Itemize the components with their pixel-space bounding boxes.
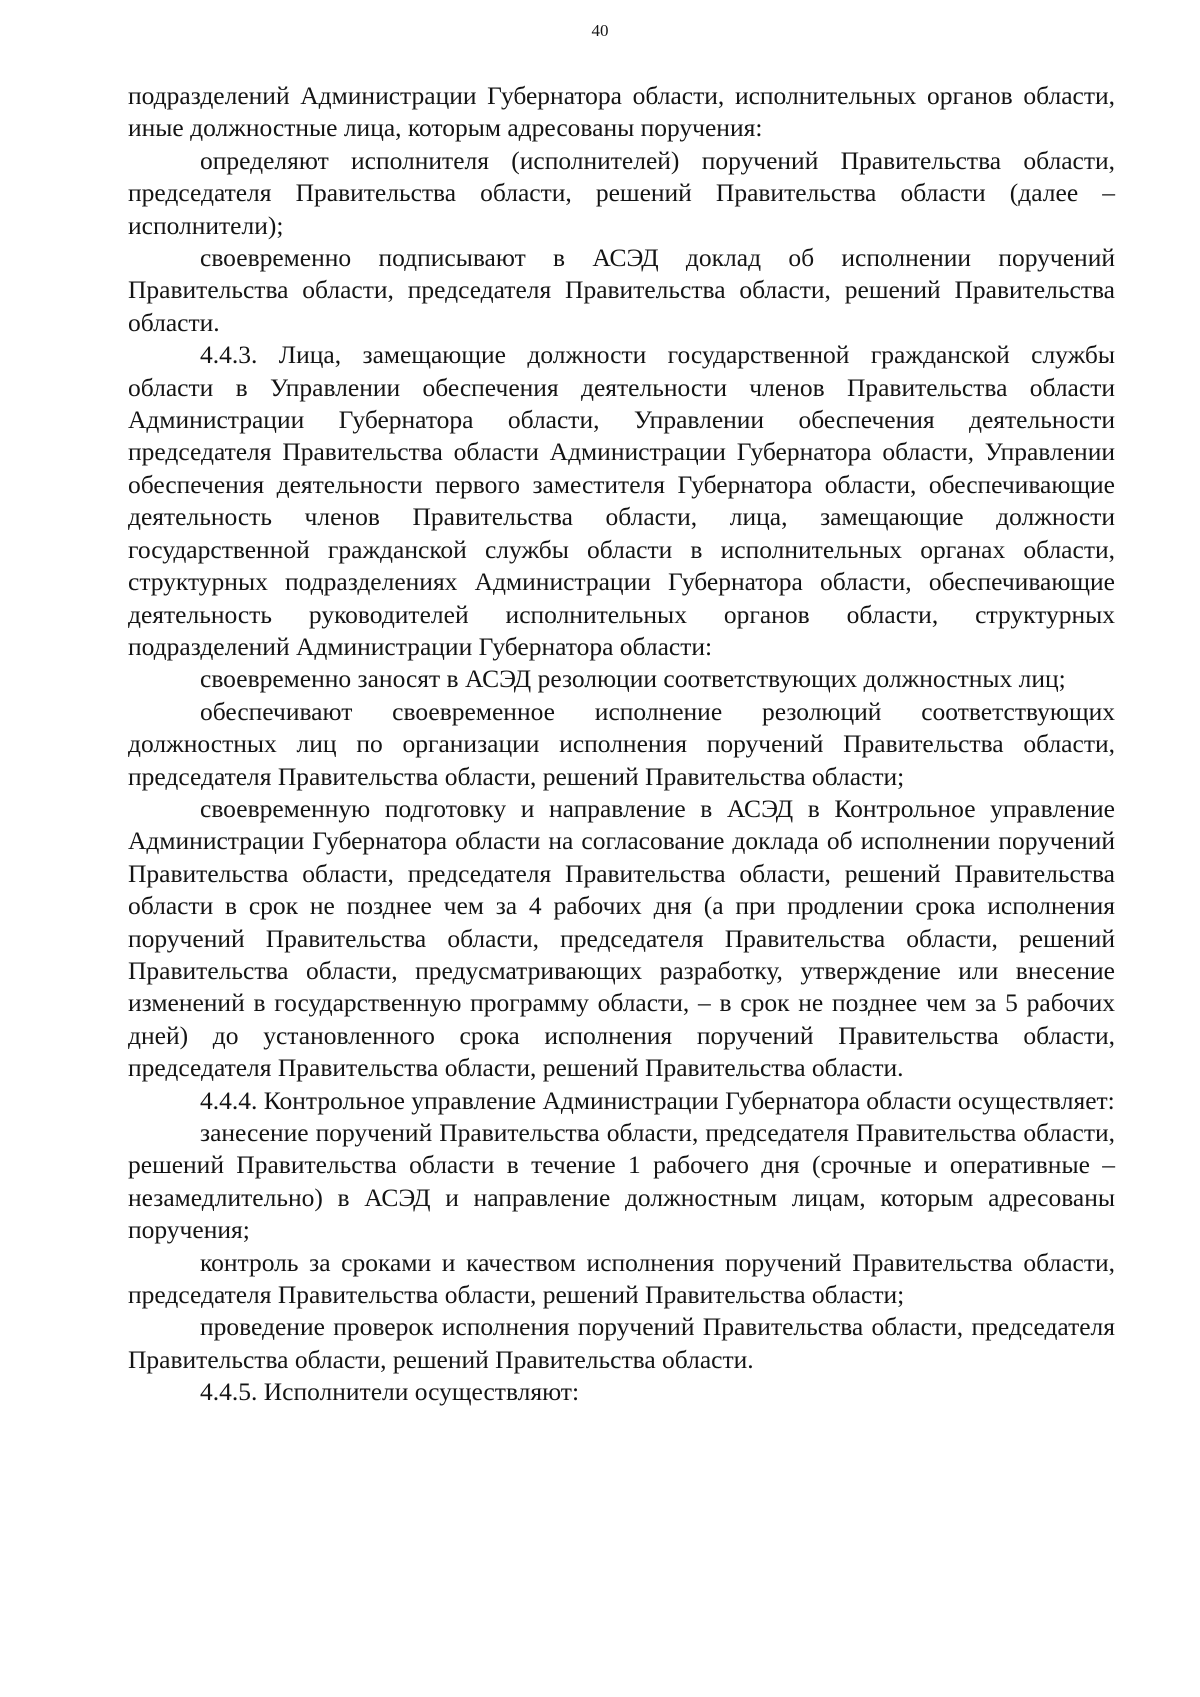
paragraph: подразделений Администрации Губернатора области, исполнительных органов области, иные должностные лица, которым адресованы поручения: xyxy=(128,81,1115,143)
paragraph-section-4-4-3: 4.4.3. Лица, замещающие должности государственной гражданской службы области в Управлении обеспечения деятельности членов Правительства области Администрации Губернатора области, Управлении обеспечения деятельности председателя Правительства области Администрации Губернатора области, Управлении обеспечения деятельности первого заместителя Губернатора области, обеспечивающие деятельность членов Правительства области, лица, замещающие должности государственной гражданской службы области в исполнительных органах области, структурных подразделениях Администрации Губернатора области, обеспечивающие деятельность руководителей исполнительных органов области, структурных подразделений Администрации Губернатора области: xyxy=(128,340,1115,661)
paragraph: контроль за сроками и качеством исполнения поручений Правительства области, председателя Правительства области, решений Правительства области; xyxy=(128,1247,1115,1310)
paragraph: своевременно заносят в АСЭД резолюции соответствующих должностных лиц; xyxy=(200,664,1066,694)
paragraph: своевременно подписывают в АСЭД доклад об исполнении поручений Правительства области, председателя Правительства области, решений Правительства области. xyxy=(128,243,1115,337)
document-body xyxy=(128,80,1115,1409)
paragraph: определяют исполнителя (исполнителей) поручений Правительства области, председателя Правительства области, решений Правительства области (далее – исполнители); xyxy=(128,145,1115,240)
paragraph: занесение поручений Правительства области, председателя Правительства области, решений Правительства области в течение 1 рабочего дня (срочные и оперативные – незамедлительно) в АСЭД и направление должностным лицам, которым адресованы поручения; xyxy=(128,1118,1115,1245)
paragraph: обеспечивают своевременное исполнение резолюций соответствующих должностных лиц по организации исполнения поручений Правительства области, председателя Правительства области, решений Правительства области; xyxy=(128,696,1115,791)
paragraph: проведение проверок исполнения поручений Правительства области, председателя Правительства области, решений Правительства области. xyxy=(128,1312,1115,1374)
paragraph: своевременную подготовку и направление в АСЭД в Контрольное управление Администрации Губернатора области на согласование доклада об исполнении поручений Правительства области, председателя Правительства области, решений Правительства области в срок не позднее чем за 4 рабочих дня (а при продлении срока исполнения поручений Правительства области, председателя Правительства области, решений Правительства области, предусматривающих разработку, утверждение или внесение изменений в государственную программу области, – в срок не позднее чем за 5 рабочих дней) до установленного срока исполнения поручений Правительства области, председателя Правительства области, решений Правительства области. xyxy=(128,793,1115,1083)
paragraph-section-4-4-5: 4.4.5. Исполнители осуществляют: xyxy=(200,1377,580,1407)
page-number: 40 xyxy=(591,21,609,40)
paragraph-section-4-4-4: 4.4.4. Контрольное управление Администрации Губернатора области осуществляет: xyxy=(200,1085,1115,1115)
